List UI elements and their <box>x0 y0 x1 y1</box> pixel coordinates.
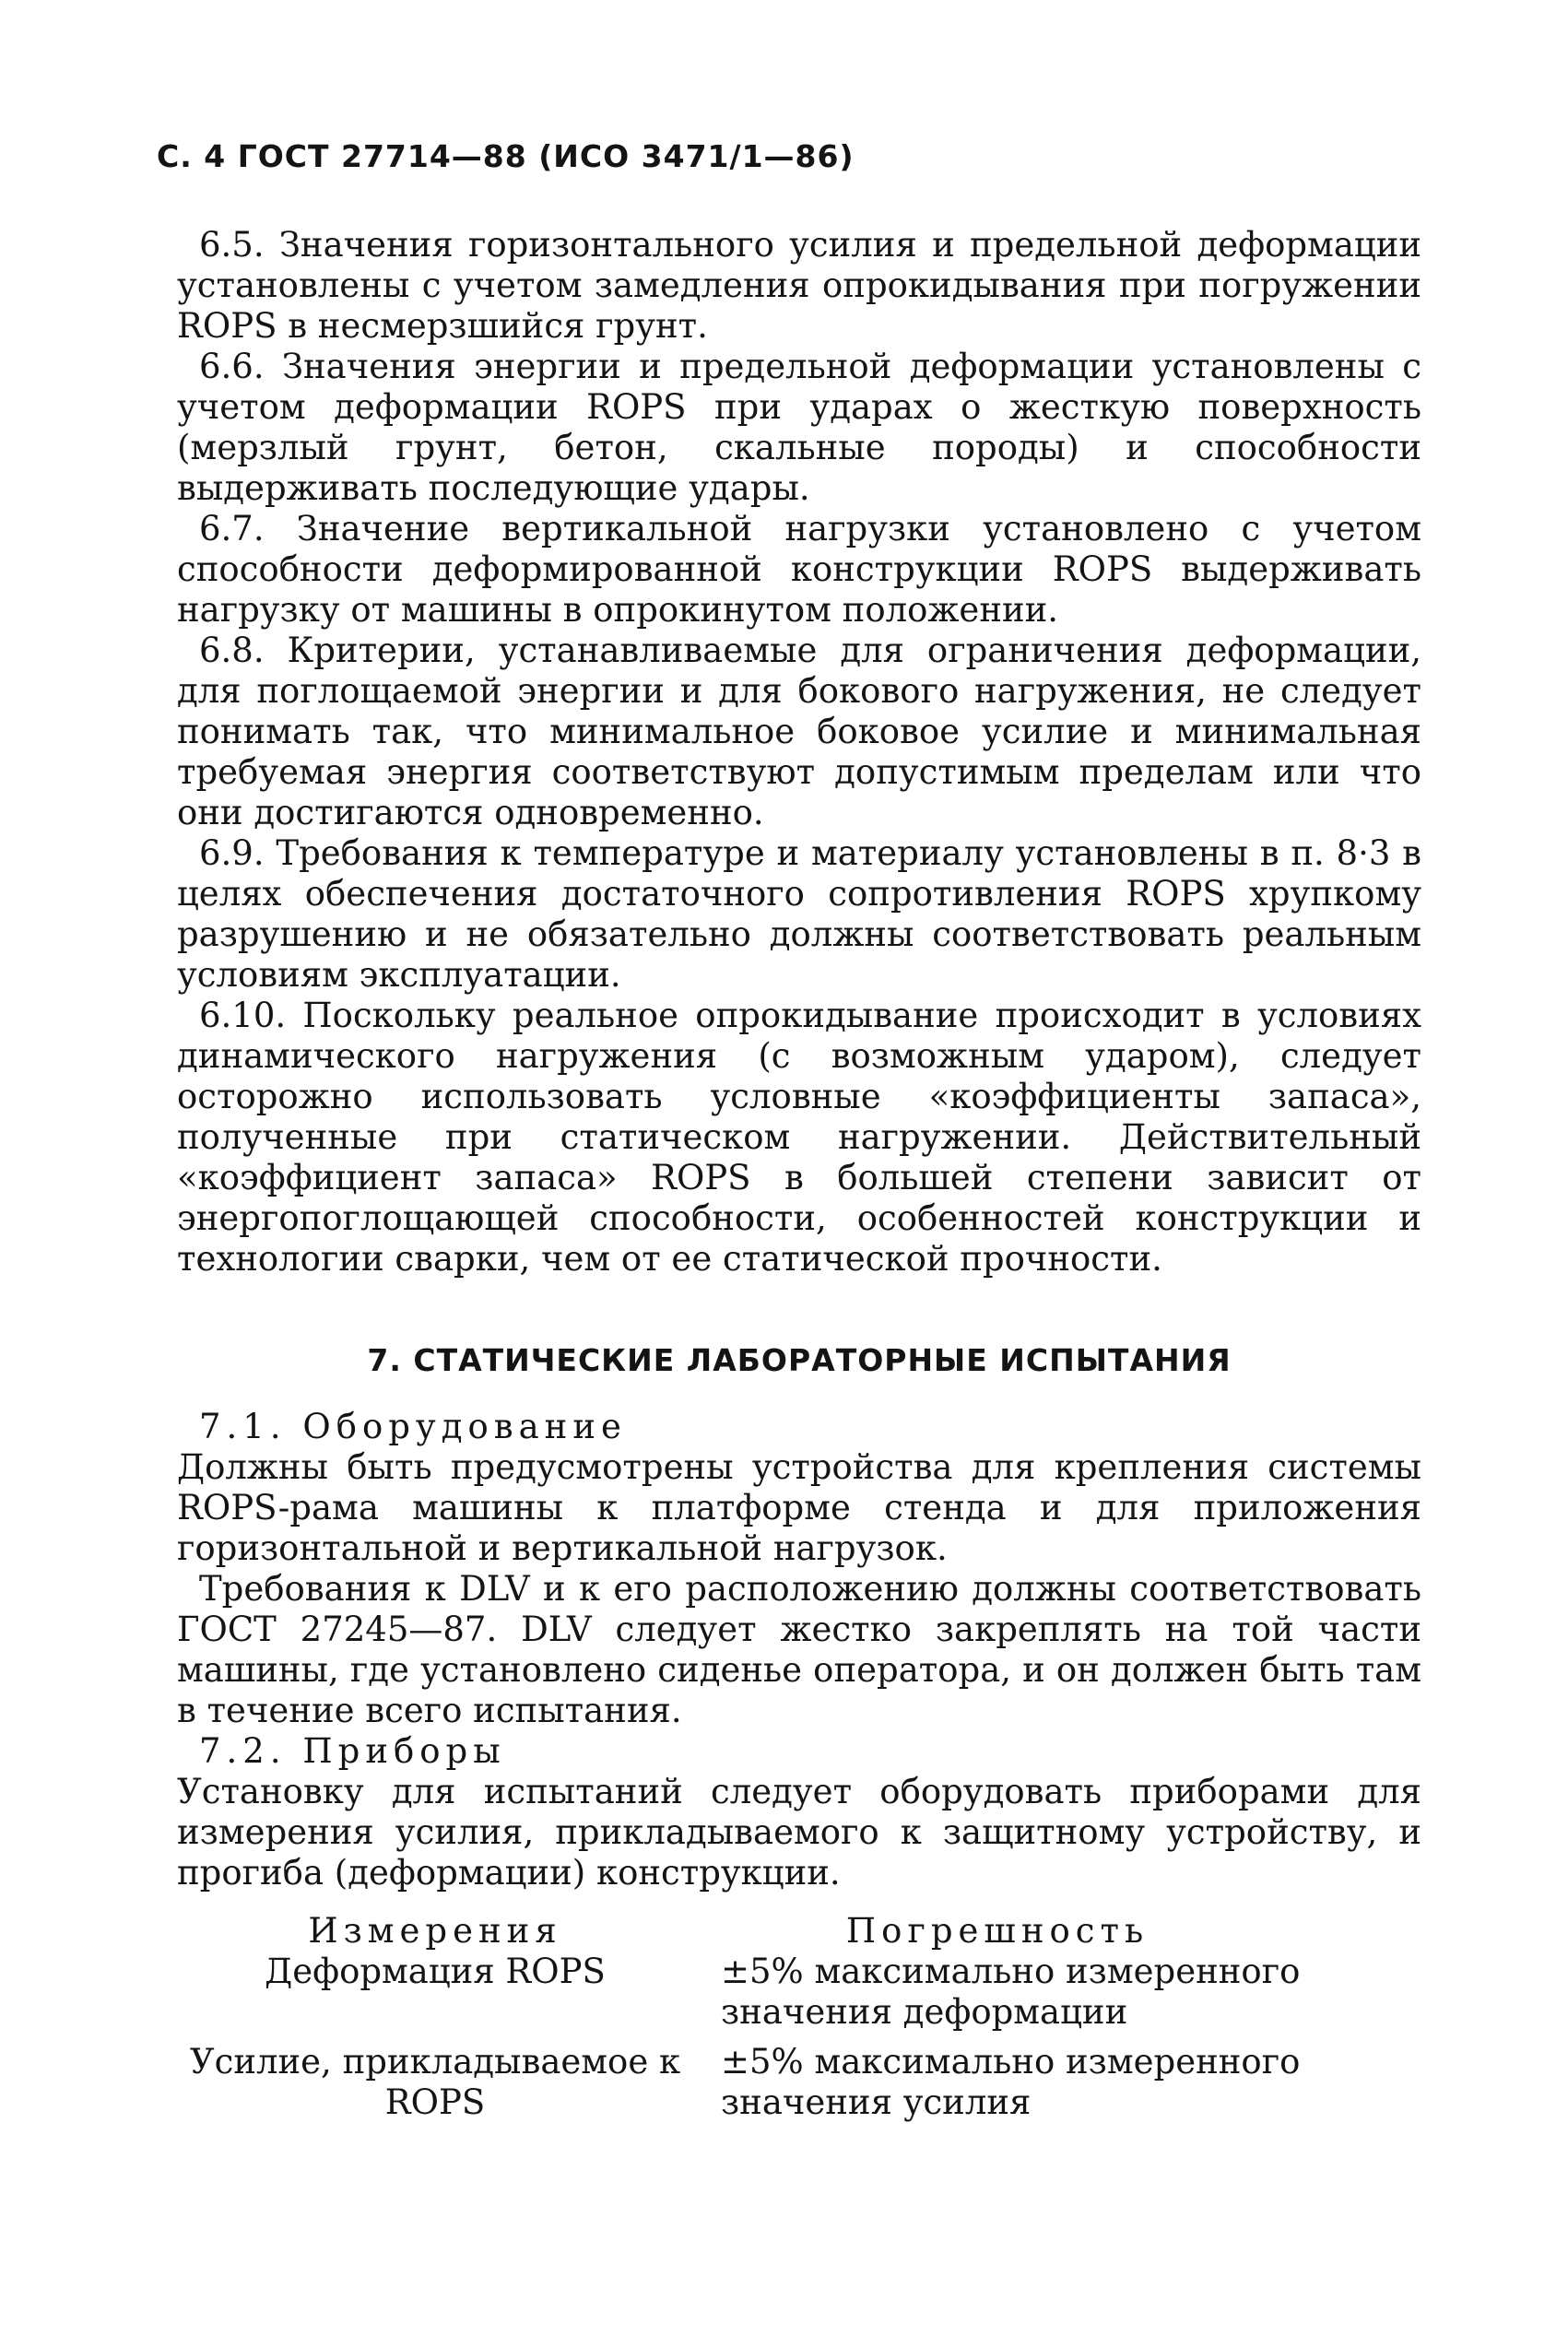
section-7-text <box>177 1407 1421 1893</box>
section-7-title: 7. СТАТИЧЕСКИЕ ЛАБОРАТОРНЫЕ ИСПЫТАНИЯ <box>367 1342 1232 1378</box>
table-header-row <box>177 1911 1421 1952</box>
paragraph-6-7: 6.7. Значение вертикальной нагрузки установлено с учетом способности деформированной конструкции ROPS выдерживать нагрузку от машины в опрокинутом положении. <box>177 509 1421 630</box>
paragraph-7-2-a: Установку для испытаний следует оборудовать приборами для измерения усилия, прикладываемого к защитному устройству, и прогиба (деформации) конструкции. <box>177 1772 1421 1893</box>
table-cell-measure: Деформация ROPS <box>265 1952 606 1991</box>
page-header: С. 4 ГОСТ 27714—88 (ИСО 3471/1—86) <box>157 138 855 174</box>
table-header-measure: Измерения <box>308 1911 562 1951</box>
paragraph-6-9: 6.9. Требования к температуре и материалу установлены в п. 8·3 в целях обеспечения достаточного сопротивления ROPS хрупкому разрушению и не обязательно должны соответствовать реальным условиям эксплуатации. <box>177 833 1421 995</box>
table-cell-measure: Усилие, прикладываемое к ROPS <box>189 2042 681 2122</box>
table-row <box>177 1952 1421 2033</box>
section-6-text <box>177 225 1421 1280</box>
table-row <box>177 2042 1421 2123</box>
paragraph-7-1-b: Требования к DLV и к его расположению должны соответствовать ГОСТ 27245—87. DLV следует жестко закреплять на той части машины, где установлено сиденье оператора, и он должен быть там в течение всего испытания. <box>177 1569 1421 1730</box>
table-cell-error: ±5% максимально измеренного значения усилия <box>721 2042 1301 2122</box>
paragraph-7-1-a: Должны быть предусмотрены устройства для крепления системы ROPS-рама машины к платформе стенда и для приложения горизонтальной и вертикальной нагрузок. <box>177 1447 1421 1568</box>
accuracy-table <box>177 1911 1421 2123</box>
paragraph-6-8: 6.8. Критерии, устанавливаемые для ограничения деформации, для поглощаемой энергии и для бокового нагружения, не следует понимать так, что минимальное боковое усилие и минимальная требуемая энергия соответствуют допустимым пределам или что они достигаются одновременно. <box>177 631 1421 832</box>
table-header-error: Погрешность <box>845 1911 1149 1951</box>
paragraph-6-5: 6.5. Значения горизонтального усилия и предельной деформации установлены с учетом замедления опрокидывания при погружении ROPS в несмерзшийся грунт. <box>177 225 1421 346</box>
paragraph-6-10: 6.10. Поскольку реальное опрокидывание происходит в условиях динамического нагружения (с возможным ударом), следует осторожно использовать условные «коэффициенты запаса», полученные при статическом нагружении. Действительный «коэффициент запаса» ROPS в большей степени зависит от энергопоглощающей способности, особенностей конструкции и технологии сварки, чем от ее статической прочности. <box>177 996 1421 1279</box>
paragraph-6-6: 6.6. Значения энергии и предельной деформации установлены с учетом деформации ROPS при ударах о жесткую поверхность (мерзлый грунт, бетон, скальные породы) и способности выдерживать последующие удары. <box>177 347 1421 508</box>
subsection-7-1-heading: 7.1. Оборудование <box>199 1407 627 1446</box>
subsection-7-2-heading: 7.2. Приборы <box>199 1731 506 1771</box>
table-cell-error: ±5% максимально измеренного значения деформации <box>721 1952 1301 2032</box>
